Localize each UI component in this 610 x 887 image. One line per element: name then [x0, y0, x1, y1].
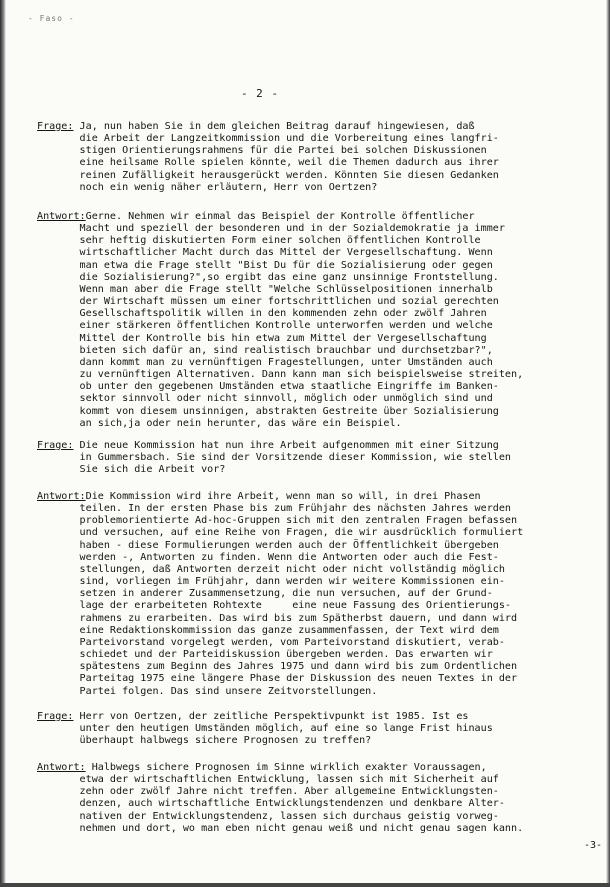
line-text: spätestens zum Beginn des Jahres 1975 und dann wird bis zum Ordentlichen	[37, 661, 518, 673]
line-text: Sie sich die Arbeit vor?	[37, 464, 226, 476]
paragraph-line	[37, 247, 597, 259]
line-text: sektor sinnvoll oder nicht sinnvoll, möglich oder unmöglich sind und	[37, 393, 493, 405]
line-text: kommt von diesem unsinnigen, abstrakten Gestreite über Sozialisierung	[37, 405, 499, 417]
line-text: Die neue Kommission hat nun ihre Arbeit aufgenommen mit einer Sitzung	[73, 440, 499, 451]
paragraph-line	[37, 182, 597, 194]
question-block-1	[37, 121, 597, 194]
line-text: bieten sich dafür an, sind realistisch brauchbar und durchsetzbar?",	[37, 344, 493, 356]
line-text: etwa der wirtschaftlichen Entwicklung, lassen sich mit Sicherheit auf	[37, 774, 499, 786]
paragraph-line	[37, 260, 597, 272]
paragraph-line	[37, 515, 597, 527]
line-text: und versuchen, auf eine Reihe von Fragen, die wir ausdrücklich formuliert	[37, 527, 524, 539]
line-text: ob unter den gegebenen Umständen etwa staatliche Eingriffe im Banken-	[37, 381, 499, 393]
line-text: überhaupt halbwegs sichere Prognosen zu treffen?	[37, 735, 372, 747]
paragraph-line	[37, 145, 597, 157]
paragraph-line	[37, 527, 597, 539]
paragraph-line	[37, 320, 597, 332]
line-text: die Sozialisierung?",so ergibt das eine ganz unsinnige Frontstellung.	[37, 271, 499, 283]
paragraph-line	[37, 157, 597, 169]
paragraph-first-line	[37, 491, 597, 503]
paragraph-line	[37, 673, 597, 685]
line-text: an sich,ja oder nein herunter, das wäre ein Beispiel.	[37, 417, 402, 429]
line-text: Herr von Oertzen, der zeitliche Perspektivpunkt ist 1985. Ist es	[73, 711, 469, 722]
paragraph-line	[37, 369, 597, 381]
paragraph-line	[37, 452, 597, 464]
paragraph-line	[37, 170, 597, 182]
line-text: problemorientierte Ad-hoc-Gruppen sich mit den zentralen Fragen befassen	[37, 515, 518, 527]
line-text: zu vernünftigen Alternativen. Dann kann man sich beispielsweise streiten,	[37, 369, 524, 381]
line-text: eine heilsame Rolle spielen könnte, weil die Themen dadurch aus ihrer	[37, 157, 499, 169]
line-text: unter den heutigen Umständen möglich, auf eine so lange Frist hinaus	[37, 723, 493, 735]
paragraph-line	[37, 798, 597, 810]
line-text: stigen Orientierungsrahmens für die Partei bei solchen Diskussionen	[37, 145, 487, 157]
line-text: Gerne. Nehmen wir einmal das Beispiel der Kontrolle öffentlicher	[85, 211, 475, 222]
paragraph-line	[37, 235, 597, 247]
line-text: Parteivorstand vorgelegt werden, vom Parteivorstand diskutiert, verab-	[37, 636, 505, 648]
header-smudge: - Faso -	[28, 14, 75, 23]
line-text: haben - diese Formulierungen werden auch der Öffentlichkeit übergeben	[37, 539, 499, 551]
paragraph-line	[37, 649, 597, 661]
paragraph-line	[37, 540, 597, 552]
paragraph-line	[37, 272, 597, 284]
paragraph-line	[37, 393, 597, 405]
line-text: Gesellschaftspolitik willen in den kommenden zehn oder zwölf Jahren	[37, 308, 487, 320]
line-text: in Gummersbach. Sie sind der Vorsitzende dieser Kommission, wie stellen	[37, 452, 512, 464]
answer-block-1	[37, 211, 597, 430]
paragraph-line	[37, 735, 597, 747]
line-text: noch ein wenig näher erläutern, Herr von Oertzen?	[37, 181, 378, 193]
line-text: nehmen und dort, wo man eben nicht genau weiß und nicht genau sagen kann.	[37, 822, 524, 834]
speaker-label: Frage:	[37, 711, 74, 722]
line-text: teilen. In der ersten Phase bis zum Frühjahr des nächsten Jahres werden	[37, 503, 512, 515]
line-text: rahmens zu erarbeiten. Das wird bis zum Spätherbst dauern, und dann wird	[37, 612, 518, 624]
question-block-2	[37, 440, 597, 476]
line-text: nativen der Entwicklungstendenz, lassen sich durchaus geistig vorweg-	[37, 810, 499, 822]
paragraph-first-line	[37, 211, 597, 223]
page-number: - 2 -	[240, 87, 280, 100]
line-text: werden -, Antworten zu finden. Wenn die Antworten oder auch die Fest-	[37, 551, 499, 563]
paragraph-line	[37, 464, 597, 476]
paragraph-line	[37, 357, 597, 369]
scan-edge-bottom	[0, 883, 610, 887]
scan-edge-right	[606, 0, 610, 887]
line-text: Partei folgen. Das sind unsere Zeitvorstellungen.	[37, 685, 378, 697]
line-text: Die Kommission wird ihre Arbeit, wenn man so will, in drei Phasen	[85, 491, 481, 502]
paragraph-line	[37, 223, 597, 235]
paragraph-line	[37, 284, 597, 296]
line-text: Mittel der Kontrolle bis hin etwa zum Mittel der Vergesellschaftung	[37, 332, 487, 344]
paragraph-line	[37, 600, 597, 612]
speaker-label: Antwort:	[37, 762, 86, 773]
paragraph-line	[37, 406, 597, 418]
paragraph-line	[37, 503, 597, 515]
line-text: die Arbeit der Langzeitkommission und die Vorbereitung eines langfri-	[37, 133, 499, 145]
line-text: man etwa die Frage stellt "Bist Du für die Sozialisierung oder gegen	[37, 259, 493, 271]
paragraph-line	[37, 723, 597, 735]
paragraph-line	[37, 576, 597, 588]
paragraph-line	[37, 333, 597, 345]
line-text: sind, vorliegen im Frühjahr, dann werden wir weitere Kommissionen ein-	[37, 576, 505, 588]
line-text: Halbwegs sichere Prognosen im Sinne wirklich exakter Voraussagen,	[85, 762, 487, 773]
paragraph-line	[37, 811, 597, 823]
answer-block-3	[37, 762, 597, 835]
line-text: Wenn man aber die Frage stellt "Welche Schlüsselpositionen innerhalb	[37, 283, 493, 295]
line-text: Ja, nun haben Sie in dem gleichen Beitrag darauf hingewiesen, daß	[73, 121, 475, 132]
paragraph-line	[37, 588, 597, 600]
paragraph-first-line	[37, 440, 597, 452]
speaker-label: Antwort:	[37, 491, 86, 502]
paragraph-line	[37, 308, 597, 320]
line-text: sehr heftig diskutierten Form einer solchen öffentlichen Kontrolle	[37, 235, 481, 247]
paragraph-line	[37, 613, 597, 625]
paragraph-first-line	[37, 762, 597, 774]
speaker-label: Frage:	[37, 440, 74, 451]
paragraph-line	[37, 774, 597, 786]
paragraph-first-line	[37, 121, 597, 133]
question-block-3	[37, 711, 597, 747]
paragraph-line	[37, 552, 597, 564]
scan-edge-left	[0, 0, 6, 887]
line-text: wirtschaftlicher Macht durch das Mittel der Vergesellschaftung. Wenn	[37, 247, 493, 259]
paragraph-line	[37, 625, 597, 637]
paragraph-line	[37, 133, 597, 145]
paragraph-line	[37, 564, 597, 576]
answer-block-2	[37, 491, 597, 698]
line-text: Macht und speziell der besonderen und in der Sozialdemokratie ja immer	[37, 223, 505, 235]
next-page-marker: -3-	[583, 840, 602, 851]
paragraph-line	[37, 296, 597, 308]
speaker-label: Antwort:	[37, 211, 86, 222]
paragraph-line	[37, 418, 597, 430]
line-text: schiedet und der Parteidiskussion übergeben werden. Das erwarten wir	[37, 649, 493, 661]
line-text: setzen in anderer Zusammensetzung, die nun versuchen, auf der Grund-	[37, 588, 493, 600]
line-text: zehn oder zwölf Jahre nicht treffen. Aber allgemeine Entwicklungsten-	[37, 786, 499, 798]
line-text: der Wirtschaft müssen um einer fortschrittlichen und sozial gerechten	[37, 296, 499, 308]
line-text: einer stärkeren öffentlichen Kontrolle unterworfen werden und welche	[37, 320, 493, 332]
line-text: eine Redaktionskommission das ganze zusammenfassen, der Text wird dem	[37, 624, 499, 636]
paragraph-line	[37, 345, 597, 357]
line-text: reinen Zufälligkeit herausgerückt werden. Könnten Sie diesen Gedanken	[37, 169, 499, 181]
speaker-label: Frage:	[37, 121, 74, 132]
paragraph-line	[37, 637, 597, 649]
line-text: Parteitag 1975 eine längere Phase der Diskussion des neuen Textes in der	[37, 673, 518, 685]
line-text: stellungen, daß Antworten derzeit nicht oder nicht vollständig möglich	[37, 563, 505, 575]
line-text: dann kommt man zu vernünftigen Fragestellungen, unter Umständen auch	[37, 356, 493, 368]
paragraph-line	[37, 686, 597, 698]
paragraph-line	[37, 823, 597, 835]
paragraph-first-line	[37, 711, 597, 723]
paragraph-line	[37, 381, 597, 393]
paragraph-line	[37, 661, 597, 673]
line-text: denzen, auch wirtschaftliche Entwicklungstendenzen und denkbare Alter-	[37, 798, 505, 810]
line-text: lage der erarbeiteten Rohtexte eine neue Fassung des Orientierungs-	[37, 600, 512, 612]
paragraph-line	[37, 786, 597, 798]
